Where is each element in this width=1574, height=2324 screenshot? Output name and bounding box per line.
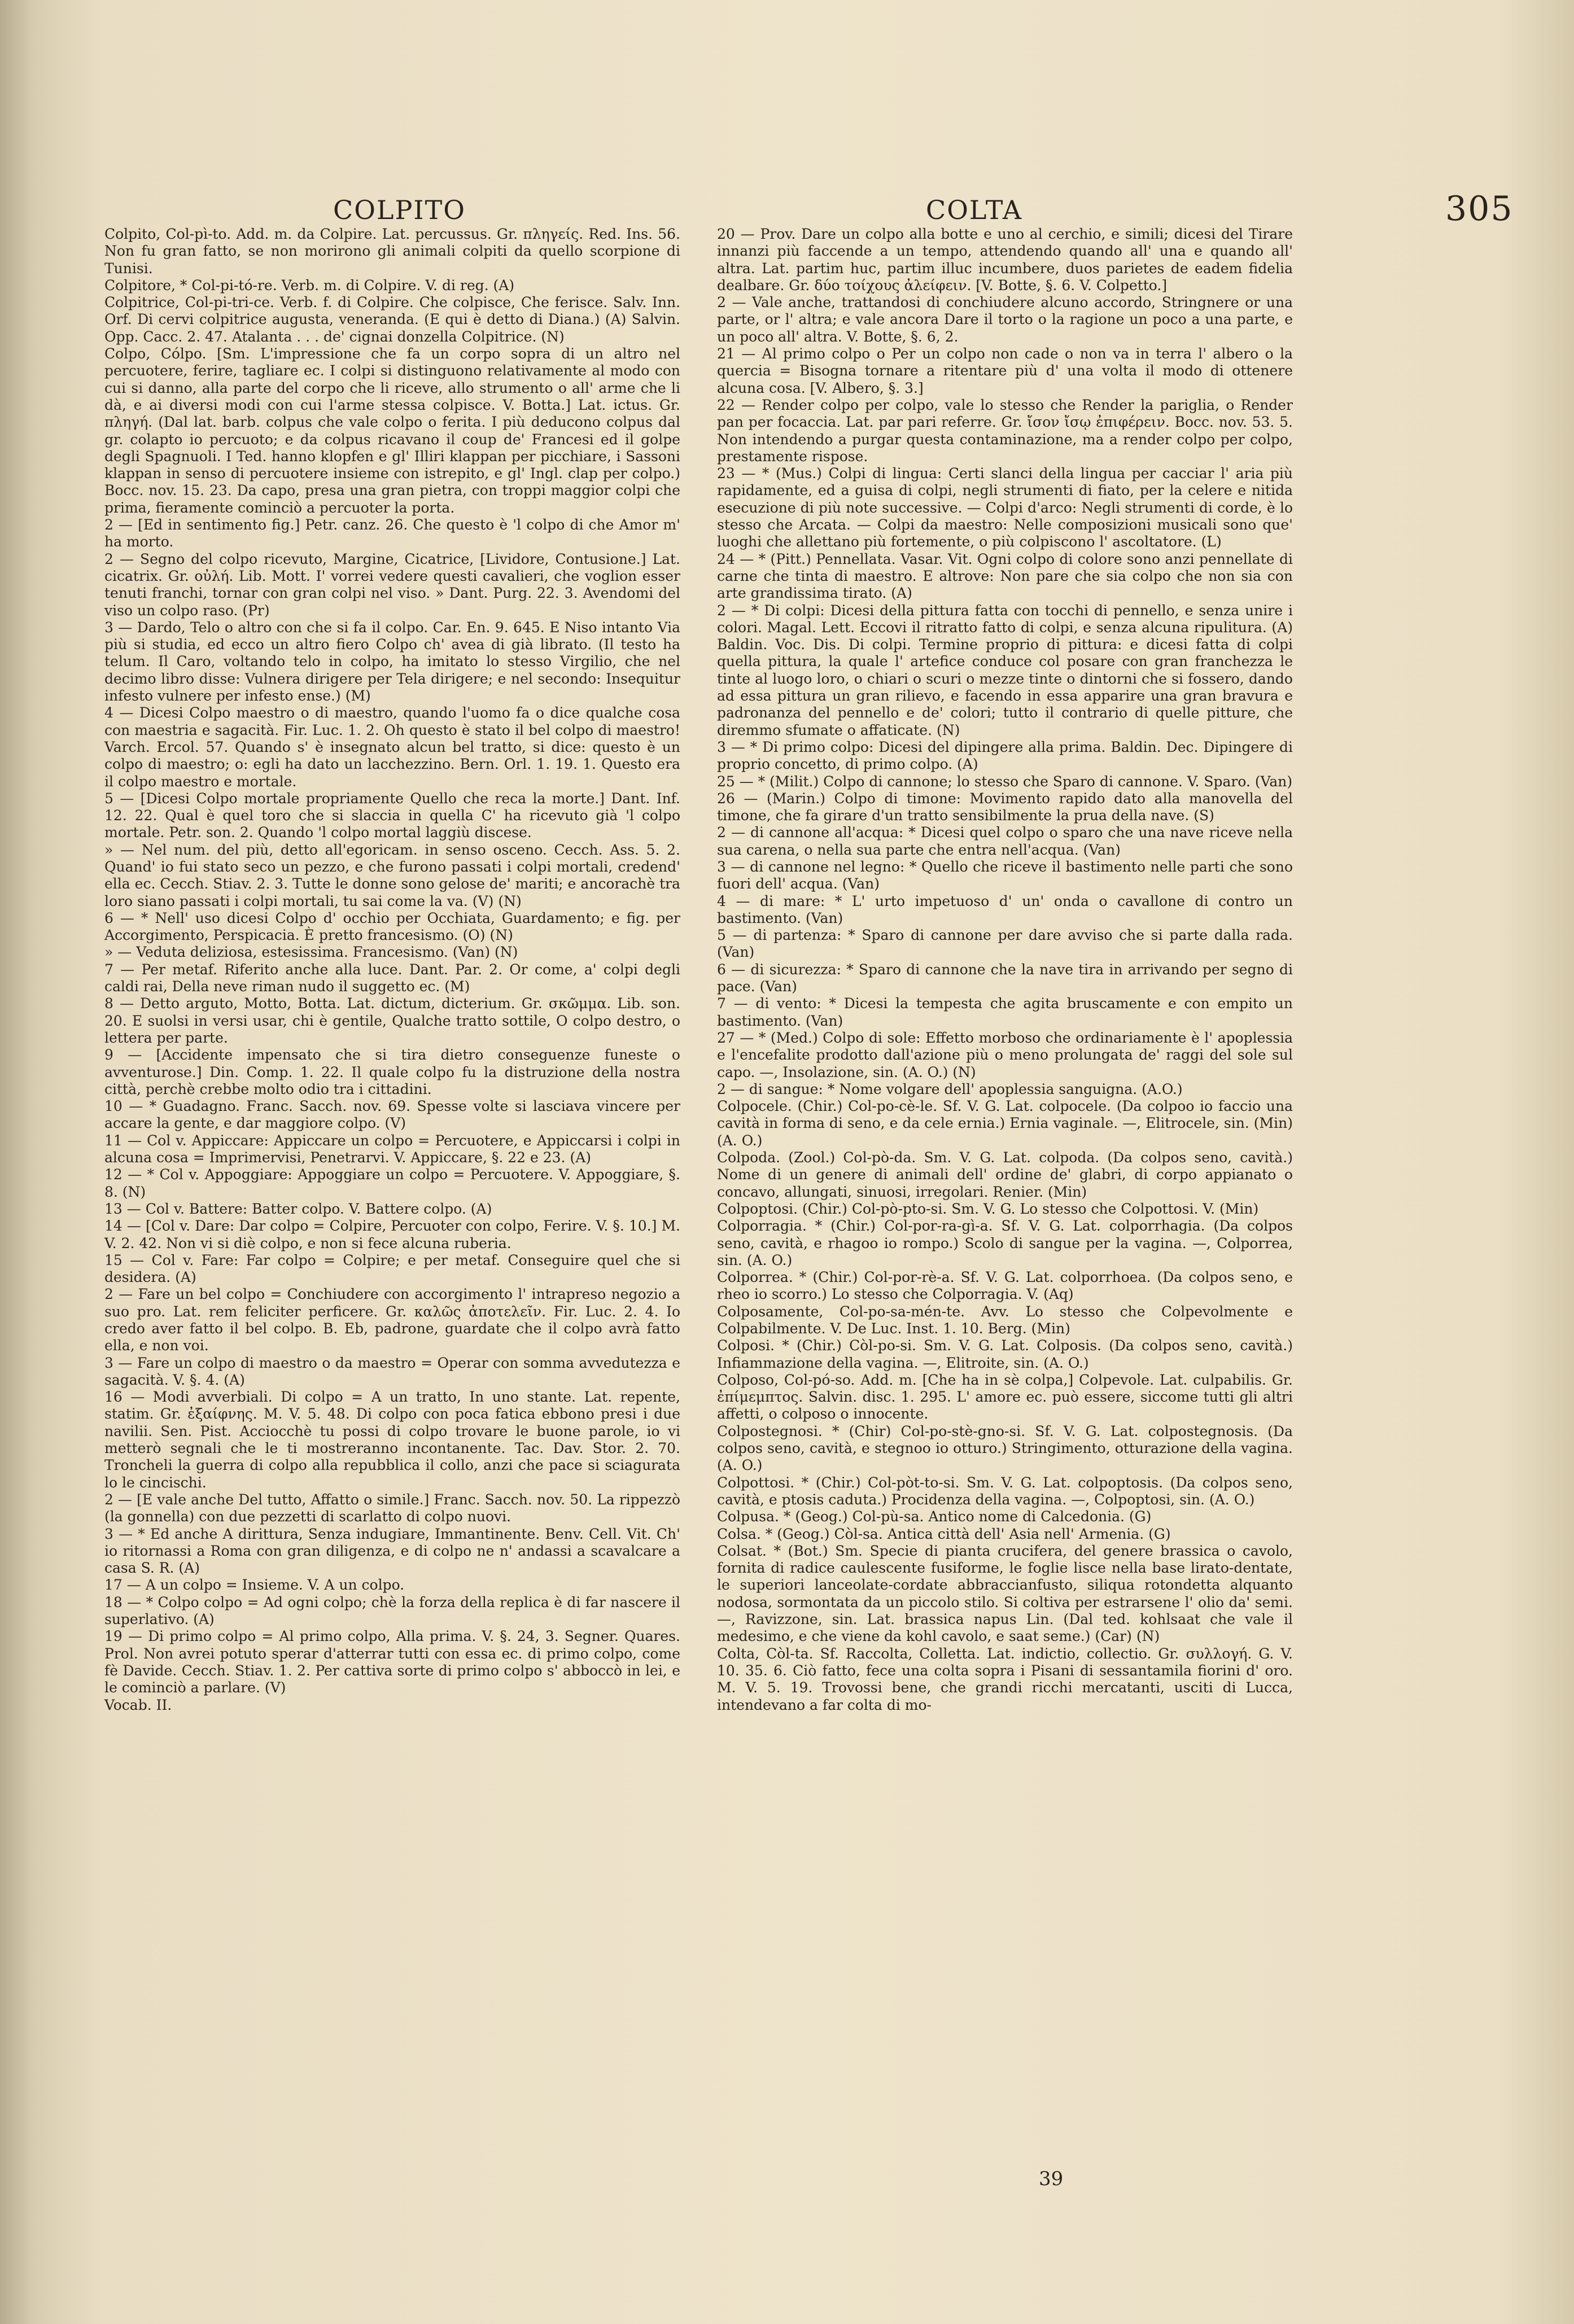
entry-paragraph: Colporrea. * (Chir.) Col-por-rè-a. Sf. V. G. Lat. colporrhoea. (Da colpos seno, e rheo io scorro.) Lo stesso che Colporragia. V. (Aq) [717, 1269, 1293, 1303]
entry-paragraph: 5 — di partenza: * Sparo di cannone per dare avviso che si parte dalla rada. (Van) [717, 927, 1293, 961]
entry-paragraph: 14 — [Col v. Dare: Dar colpo = Colpire, Percuoter con colpo, Ferire. V. §. 10.] M. V. 2. 42. Non vi si diè colpo, e non si fece alcuna ruberia. [104, 1218, 680, 1251]
entry-paragraph: 15 — Col v. Fare: Far colpo = Colpire; e per metaf. Conseguire quel che si desidera. (A) [104, 1251, 680, 1286]
entry-paragraph: 6 — * Nell' uso dicesi Colpo d' occhio per Occhiata, Guardamento; e fig. per Accorgimento, Perspicacia. È pretto francesismo. (O) (N) [104, 909, 680, 944]
running-head-right: COLTA [926, 195, 1023, 225]
entry-paragraph: 16 — Modi avverbiali. Di colpo = A un tratto, In uno stante. Lat. repente, statim. Gr. ἐξαίφνης. M. V. 5. 48. Di colpo con poca fatica ebbono presi i due navilii. Sen. Pist. Acciocchè tu possi di colpo trovare le buone parole, io vi metterò segnali che le ti mostreranno incontanente. Tac. Dav. Stor. 2. 70. Troncheli la guerra di colpo alla repubblica il collo, anzi che pace si sciagurata lo le cincischi. [104, 1389, 680, 1491]
entry-paragraph: 2 — Fare un bel colpo = Conchiudere con accorgimento l' intrapreso negozio a suo pro. Lat. rem feliciter perficere. Gr. καλῶς ἀποτελεῖν. Fir. Luc. 2. 4. Io credo aver fatto il bel colpo. B. Eb, padrone, guardate che il colpo avrà fatto ella, e non voi. [104, 1286, 680, 1354]
entry-paragraph: 2 — di sangue: * Nome volgare dell' apoplessia sanguigna. (A.O.) [717, 1080, 1183, 1097]
entry-paragraph: 26 — (Marin.) Colpo di timone: Movimento rapido dato alla manovella del timone, che fa girare d'un tratto sensibilmente la prua della nave. (S) [717, 790, 1293, 824]
entry-paragraph: Colpoda. (Zool.) Col-pò-da. Sm. V. G. Lat. colpoda. (Da colpos seno, cavità.) Nome di un genere di animali dell' ordine de' glabri, di corpo appianato o concavo, allungati, sinuosi, irregolari. Renier. (Min) [717, 1149, 1293, 1200]
entry-paragraph: 2 — [E vale anche Del tutto, Affatto o simile.] Franc. Sacch. nov. 50. La rippezzò (la gonnella) con due pezzetti di scarlatto di colpo nuovi. [104, 1491, 680, 1525]
entry-paragraph: 5 — [Dicesi Colpo mortale propriamente Quello che reca la morte.] Dant. Inf. 12. 22. Qual è quel toro che si slaccia in quella C' ha ricevuto già 'l colpo mortale. Petr. son. 2. Quando 'l colpo mortal laggiù discese. [104, 790, 680, 841]
entry-paragraph: 4 — di mare: * L' urto impetuoso d' un' onda o cavallone di contro un bastimento. (Van) [717, 892, 1293, 926]
entry-paragraph: Colpitore, * Col-pi-tó-re. Verb. m. di Colpire. V. di reg. (A) [104, 277, 515, 294]
entry-paragraph: Colpostegnosi. * (Chir) Col-po-stè-gno-si. Sf. V. G. Lat. colpostegnosis. (Da colpos seno, cavità, e stegnoo io otturo.) Stringimento, otturazione della vagina. (A. O.) [717, 1423, 1293, 1474]
entry-paragraph: Colpito, Col-pì-to. Add. m. da Colpire. Lat. percussus. Gr. πληγείς. Red. Ins. 56. Non fu gran fatto, se non morirono gli animali colpiti da quello scorpione di Tunisi. [104, 226, 680, 277]
right-column [717, 226, 1293, 1714]
entry-paragraph: Vocab. II. [104, 1696, 172, 1713]
entry-paragraph: 3 — Dardo, Telo o altro con che si fa il colpo. Car. En. 9. 645. E Niso intanto Via più si studia, ed ecco un altro fiero Colpo ch' avea di già librato. (Il testo ha telum. Il Caro, voltando telo in colpo, ha imitato lo stesso Virgilio, che nel decimo libro disse: Vulnera dirigere per Tela dirigere; e nel secondo: Insequitur infesto vulnere per infesto ense.) (M) [104, 619, 680, 704]
entry-paragraph: 27 — * (Med.) Colpo di sole: Effetto morboso che ordinariamente è l' apoplessia e l'encefalite prodotto dall'azione più o meno prolungata de' raggi del sole sul capo. —, Insolazione, sin. (A. O.) (N) [717, 1029, 1293, 1080]
running-head-left: COLPITO [333, 195, 466, 225]
entry-paragraph: 3 — * Ed anche A dirittura, Senza indugiare, Immantinente. Benv. Cell. Vit. Ch' io ritornassi a Roma con gran diligenza, e di colpo ne n' andassi a scavalcare a casa S. R. (A) [104, 1525, 680, 1577]
entry-paragraph: 3 — Fare un colpo di maestro o da maestro = Operar con somma avvedutezza e sagacità. V. §. 4. (A) [104, 1354, 680, 1388]
entry-paragraph: Colpo, Cólpo. [Sm. L'impressione che fa un corpo sopra di un altro nel percuotere, ferire, tagliare ec. I colpi si distinguono relativamente al modo con cui si danno, alla parte del corpo che li riceve, allo strumento o all' arme che li dà, e ai diversi modi con cui l'arme stessa colpisce. V. Botta.] Lat. ictus. Gr. πληγή. (Dal lat. barb. colpus che vale colpo o ferita. I più deducono colpus dal gr. colapto io percuoto; e da colpus ricavano il coup de' Francesi ed il golpe degli Spagnuoli. I Ted. hanno klopfen e gl' Illiri klappan per picchiare, i Sassoni klappan in senso di percuotere insieme con istrepito, e gl' Ingl. clap per colpo.) Bocc. nov. 15. 23. Da capo, presa una gran pietra, con troppi maggior colpi che prima, fieramente cominciò a percuoter la porta. [104, 345, 680, 516]
entry-paragraph: 3 — * Di primo colpo: Dicesi del dipingere alla prima. Baldin. Dec. Dipingere di proprio concetto, di primo colpo. (A) [717, 738, 1293, 773]
entry-paragraph: 6 — di sicurezza: * Sparo di cannone che la nave tira in arrivando per segno di pace. (Van) [717, 961, 1293, 995]
entry-paragraph: Colposo, Col-pó-so. Add. m. [Che ha in sè colpa,] Colpevole. Lat. culpabilis. Gr. ἐπίμεμπτος. Salvin. disc. 1. 295. L' amore ec. può essere, siccome tutti gli altri affetti, o colposo o innocente. [717, 1371, 1293, 1423]
entry-paragraph: 25 — * (Milit.) Colpo di cannone; lo stesso che Sparo di cannone. V. Sparo. (Van) [717, 773, 1293, 790]
entry-paragraph: 7 — Per metaf. Riferito anche alla luce. Dant. Par. 2. Or come, a' colpi degli caldi rai, Della neve riman nudo il suggetto ec. (M) [104, 961, 680, 995]
entry-paragraph: Colpocele. (Chir.) Col-po-cè-le. Sf. V. G. Lat. colpocele. (Da colpoo io faccio una cavità in forma di seno, e da cele ernia.) Ernia vaginale. —, Elitrocele, sin. (Min) (A. O.) [717, 1098, 1293, 1149]
entry-paragraph: 24 — * (Pitt.) Pennellata. Vasar. Vit. Ogni colpo di colore sono anzi pennellate di carne che tinta di maestro. E altrove: Non pare che sia colpo che non sia con arte grandissima tirato. (A) [717, 550, 1293, 602]
entry-paragraph: 3 — di cannone nel legno: * Quello che riceve il bastimento nelle parti che sono fuori dell' acqua. (Van) [717, 858, 1293, 892]
entry-paragraph: 4 — Dicesi Colpo maestro o di maestro, quando l'uomo fa o dice qualche cosa con maestria e sagacità. Fir. Luc. 1. 2. Oh questo è stato il bel colpo di maestro! Varch. Ercol. 57. Quando s' è insegnato alcun bel tratto, si dice: questo è un colpo di maestro; o: egli ha dato un lacchezzino. Bern. Orl. 1. 19. 1. Questo era il colpo maestro e mortale. [104, 704, 680, 790]
entry-paragraph: Colporragia. * (Chir.) Col-por-ra-gì-a. Sf. V. G. Lat. colporrhagia. (Da colpos seno, cavità, e rhagoo io rompo.) Scolo di sangue per la vagina. —, Colporrea, sin. (A. O.) [717, 1218, 1293, 1268]
entry-paragraph: 8 — Detto arguto, Motto, Botta. Lat. dictum, dicterium. Gr. σκῶμμα. Lib. son. 20. E suolsi in versi usar, chi è gentile, Qualche tratto sottile, O colpo destro, o lettera per parte. [104, 995, 680, 1046]
entry-paragraph: » — Nel num. del più, detto all'egoricam. in senso osceno. Cecch. Ass. 5. 2. Quand' io fui stato seco un pezzo, e che furono passati i colpi mortali, credend' ella ec. Cecch. Stiav. 2. 3. Tutte le donne sono gelose de' mariti; e ancorachè tra loro siano passati i colpi mortali, tu sai come la va. (V) (N) [104, 841, 680, 909]
entry-paragraph: » — Veduta deliziosa, estesissima. Francesismo. (Van) (N) [104, 944, 518, 961]
entry-paragraph: Colpoptosi. (Chir.) Col-pò-pto-si. Sm. V. G. Lo stesso che Colpottosi. V. (Min) [717, 1200, 1259, 1217]
entry-paragraph: 10 — * Guadagno. Franc. Sacch. nov. 69. Spesse volte si lasciava vincere per accare la gente, e dar maggiore colpo. (V) [104, 1098, 680, 1132]
entry-paragraph: 23 — * (Mus.) Colpi di lingua: Certi slanci della lingua per cacciar l' aria più rapidamente, ed a guisa di colpi, negli strumenti di fiato, per la celere e nitida esecuzione di più note successive. — Colpi d'arco: Negli strumenti di corde, è lo stesso che Arcata. — Colpi da maestro: Nelle composizioni musicali sono que' luoghi che allettano più fortemente, o più colpiscono l' ascoltatore. (L) [717, 465, 1293, 550]
entry-paragraph: 2 — Vale anche, trattandosi di conchiudere alcuno accordo, Stringnere or una parte, or l' altra; e vale ancora Dare il torto o la ragione un poco a una parte, e un poco all' altra. V. Botte, §. 6, 2. [717, 294, 1293, 345]
signature-mark: 39 [1039, 2168, 1064, 2190]
entry-paragraph: 7 — di vento: * Dicesi la tempesta che agita bruscamente e con empito un bastimento. (Van) [717, 995, 1293, 1029]
entry-paragraph: Colposi. * (Chir.) Còl-po-si. Sm. V. G. Lat. Colposis. (Da colpos seno, cavità.) Infiammazione della vagina. —, Elitroite, sin. (A. O.) [717, 1337, 1293, 1371]
entry-paragraph: Colpitrice, Col-pi-tri-ce. Verb. f. di Colpire. Che colpisce, Che ferisce. Salv. Inn. Orf. Di cervi colpitrice augusta, veneranda. (E qui è detto di Diana.) (A) Salvin. Opp. Cacc. 2. 47. Atalanta . . . de' cignai donzella Colpitrice. (N) [104, 294, 680, 345]
entry-paragraph: 20 — Prov. Dare un colpo alla botte e uno al cerchio, e simili; dicesi del Tirare innanzi più faccende a un tempo, attendendo quando all' una e quando all' altra. Lat. partim huc, partim illuc incumbere, duos parietes de eadem fidelia dealbare. Gr. δύο τοίχους ἀλείφειν. [V. Botte, §. 6. V. Colpetto.] [717, 226, 1293, 294]
entry-paragraph: 2 — * Di colpi: Dicesi della pittura fatta con tocchi di pennello, e senza unire i colori. Magal. Lett. Eccovi il ritratto fatto di colpi, e senza alcuna ripulitura. (A) Baldin. Voc. Dis. Di colpi. Termine proprio di pittura: e dicesi fatta di colpi quella pittura, la quale l' artefice conduce col posare con gran franchezza le tinte al luogo loro, o chiari o scuri o mezze tinte o dintorni che si fossero, dando ad essa pittura un gran rilievo, e facendo in essa apparire una gran bravura e padronanza del pennello e de' colori; tutto il contrario di quelle pitture, che diremmo sfumate o affaticate. (N) [717, 602, 1293, 738]
entry-paragraph: 2 — [Ed in sentimento fig.] Petr. canz. 26. Che questo è 'l colpo di che Amor m' ha morto. [104, 517, 680, 550]
entry-paragraph: 21 — Al primo colpo o Per un colpo non cade o non va in terra l' albero o la quercia = Bisogna tornare a ritentare più d' una volta il modo di ottenere alcuna cosa. [V. Albero, §. 3.] [717, 345, 1293, 396]
entry-paragraph: 9 — [Accidente impensato che si tira dietro conseguenze funeste o avventurose.] Din. Comp. 1. 22. Il quale colpo fu la distruzione della nostra città, perchè crebbe molto odio tra i cittadini. [104, 1047, 680, 1097]
entry-paragraph: 12 — * Col v. Appoggiare: Appoggiare un colpo = Percuotere. V. Appoggiare, §. 8. (N) [104, 1166, 680, 1200]
entry-paragraph: Colta, Còl-ta. Sf. Raccolta, Colletta. Lat. indictio, collectio. Gr. συλλογή. G. V. 10. 35. 6. Ciò fatto, fece una colta sopra i Pisani di sessantamila fiorini d' oro. M. V. 5. 19. Trovossi bene, che grandi ricchi mercatanti, usciti di Lucca, intendevano a far colta di mo- [717, 1645, 1293, 1713]
entry-paragraph: Colsat. * (Bot.) Sm. Specie di pianta crucifera, del genere brassica o cavolo, fornita di radice caulescente fusiforme, le foglie lisce nella base lirato-dentate, le superiori lanceolate-cordate abbraccianfusto, siliqua rotondetta alquanto nodosa, sormontata da un piccolo stilo. Si coltiva per estrarsene l' olio da' semi. —, Ravizzone, sin. Lat. brassica napus Lin. (Dal ted. kohlsaat che vale il medesimo, e che viene da kohl cavolo, e saat seme.) (Car) (N) [717, 1542, 1293, 1645]
entry-paragraph: Colpottosi. * (Chir.) Col-pòt-to-si. Sm. V. G. Lat. colpoptosis. (Da colpos seno, cavità, e ptosis caduta.) Procidenza della vagina. —, Colpoptosi, sin. (A. O.) [717, 1474, 1293, 1508]
entry-paragraph: Colsa. * (Geog.) Còl-sa. Antica città dell' Asia nell' Armenia. (G) [717, 1525, 1171, 1542]
left-column [104, 226, 680, 1714]
page-number: 305 [1445, 189, 1514, 229]
entry-paragraph: 13 — Col v. Battere: Batter colpo. V. Battere colpo. (A) [104, 1200, 492, 1217]
entry-paragraph: 19 — Di primo colpo = Al primo colpo, Alla prima. V. §. 24, 3. Segner. Quares. Prol. Non avrei potuto sperar d'atterrar tutti con essa ec. di primo colpo, come fè Davide. Cecch. Stiav. 1. 2. Per cattiva sorte di primo colpo s' abboccò in lei, e le cominciò a parlare. (V) [104, 1628, 680, 1696]
entry-paragraph: 2 — di cannone all'acqua: * Dicesi quel colpo o sparo che una nave riceve nella sua carena, o nella sua parte che entra nell'acqua. (Van) [717, 824, 1293, 858]
entry-paragraph: 22 — Render colpo per colpo, vale lo stesso che Render la pariglia, o Render pan per focaccia. Lat. par pari referre. Gr. ἴσον ἴσῳ ἐπιφέρειν. Bocc. nov. 53. 5. Non intendendo a purgar questa contaminazione, ma a render colpo per colpo, prestamente rispose. [717, 396, 1293, 465]
entry-paragraph: Colposamente, Col-po-sa-mén-te. Avv. Lo stesso che Colpevolmente e Colpabilmente. V. De Luc. Inst. 1. 10. Berg. (Min) [717, 1303, 1293, 1337]
entry-paragraph: 2 — Segno del colpo ricevuto, Margine, Cicatrice, [Lividore, Contusione.] Lat. cicatrix. Gr. οὐλή. Lib. Mott. I' vorrei vedere questi cavalieri, che voglion esser tenuti franchi, tornar con gran colpi nel viso. » Dant. Purg. 22. 3. Avendomi del viso un colpo raso. (Pr) [104, 550, 680, 619]
entry-paragraph: 17 — A un colpo = Insieme. V. A un colpo. [104, 1577, 405, 1594]
entry-paragraph: 11 — Col v. Appiccare: Appiccare un colpo = Percuotere, e Appiccarsi i colpi in alcuna cosa = Imprimervisi, Penetrarvi. V. Appiccare, §. 22 e 23. (A) [104, 1132, 680, 1166]
entry-paragraph: Colpusa. * (Geog.) Col-pù-sa. Antico nome di Calcedonia. (G) [717, 1508, 1152, 1525]
entry-paragraph: 18 — * Colpo colpo = Ad ogni colpo; chè la forza della replica è di far nascere il superlativo. (A) [104, 1594, 680, 1628]
